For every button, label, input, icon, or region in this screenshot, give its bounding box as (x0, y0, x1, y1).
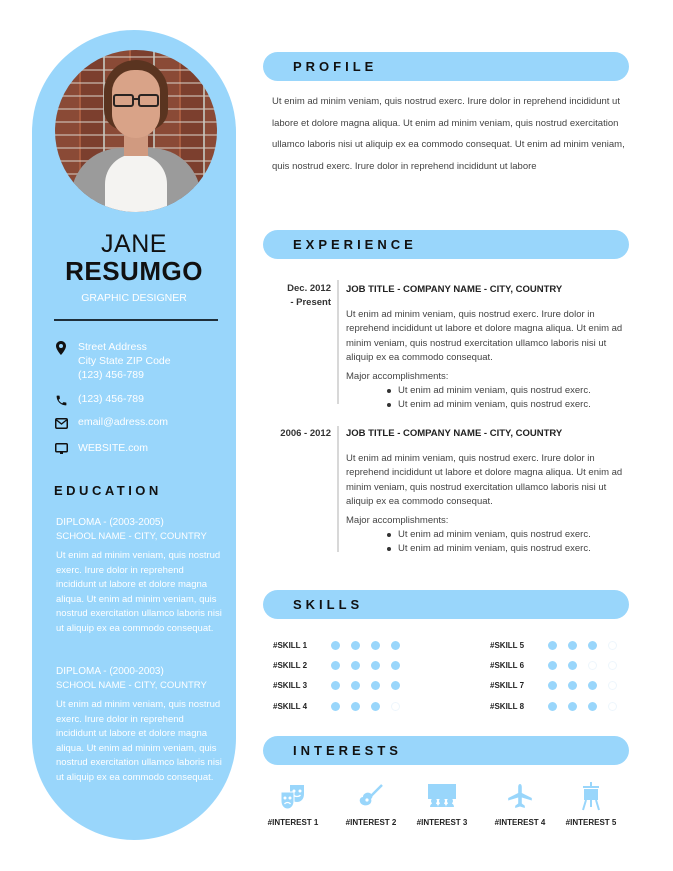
experience-section-header (263, 230, 629, 259)
phone-text: (123) 456-789 (78, 393, 144, 405)
rating-dot-filled (568, 641, 577, 650)
interest-item (336, 780, 406, 827)
contact-phone (54, 392, 144, 407)
school: SCHOOL NAME - CITY, COUNTRY (56, 680, 207, 691)
skill-rating (548, 661, 628, 670)
profile-heading: PROFILE (293, 59, 378, 74)
experience-heading: EXPERIENCE (293, 237, 417, 252)
profile-photo (55, 50, 217, 212)
interest-label: #INTEREST 5 (565, 818, 617, 827)
rating-dot-empty (608, 681, 617, 690)
interest-label: #INTEREST 2 (345, 818, 397, 827)
accomplishment-item: Ut enim ad minim veniam, quis nostrud exerc. (387, 542, 626, 556)
interests-section-header (263, 736, 629, 765)
rating-dot-empty (608, 641, 617, 650)
rating-dot-filled (588, 702, 597, 711)
job-date (270, 282, 331, 310)
interest-item (485, 780, 555, 827)
job-date-start: Dec. 2012 (287, 283, 331, 294)
skill-rating (331, 702, 411, 711)
job-description: Ut enim ad minim veniam, quis nostrud exerc. Irure dolor in reprehend incididunt ut labore et dolore magna aliqua. Ut enim ad minim veniam, quis nostrud exercitation ullamco laboris nisi ut aliquip ex ea commodo consequat. (346, 309, 623, 363)
divider (54, 319, 218, 321)
rating-dot-empty (588, 661, 597, 670)
rating-dot-empty (608, 702, 617, 711)
accomplishments-label: Major accomplishments: (346, 515, 449, 527)
rating-dot-filled (588, 681, 597, 690)
interest-item (258, 780, 328, 827)
rating-dot-filled (351, 702, 360, 711)
skill-rating (548, 702, 628, 711)
interest-label: #INTEREST 4 (494, 818, 546, 827)
contact-address (54, 340, 171, 382)
interest-label: #INTEREST 1 (267, 818, 319, 827)
interest-label: #INTEREST 3 (416, 818, 468, 827)
guitar-icon (336, 780, 406, 812)
last-name: RESUMGO (65, 256, 203, 286)
rating-dot-filled (568, 661, 577, 670)
rating-dot-filled (391, 681, 400, 690)
rating-dot-filled (548, 641, 557, 650)
job-title: JOB TITLE - COMPANY NAME - CITY, COUNTRY (346, 284, 563, 295)
rating-dot-filled (391, 661, 400, 670)
skills-heading: SKILLS (293, 597, 364, 612)
job-description: Ut enim ad minim veniam, quis nostrud exerc. Irure dolor in reprehend incididunt ut labore et dolore magna aliqua. Ut enim ad minim veniam, quis nostrud exercitation ullamco laboris nisi ut aliquip ex ea commodo consequat. (346, 453, 623, 507)
job-entry (346, 283, 626, 412)
skill-rating (548, 681, 628, 690)
timeline-line (337, 426, 339, 552)
monitor-icon (54, 442, 68, 456)
job-date-end: - Present (290, 297, 331, 308)
address-phone: (123) 456-789 (78, 369, 144, 381)
interest-item (407, 780, 477, 827)
skill-label: #SKILL 6 (490, 660, 525, 670)
accomplishments-list (387, 528, 626, 556)
timeline-line (337, 280, 339, 404)
rating-dot-filled (548, 661, 557, 670)
rating-dot-empty (391, 702, 400, 711)
job-entry (346, 427, 626, 556)
rating-dot-filled (331, 681, 340, 690)
skill-row (490, 699, 628, 713)
easel-icon (556, 780, 626, 812)
address-line: Street Address (78, 341, 147, 353)
rating-dot-filled (371, 641, 380, 650)
school: SCHOOL NAME - CITY, COUNTRY (56, 531, 207, 542)
skill-row (490, 638, 628, 652)
rating-dot-filled (568, 681, 577, 690)
education-description: Ut enim ad minim veniam, quis nostrud exerc. Irure dolor in reprehend incididunt ut labore et dolore magna aliqua. Ut enim ad minim veniam, quis nostrud exercitation ullamco laboris nisi ut aliquip ex ea commodo consequat. (56, 699, 222, 783)
rating-dot-filled (391, 641, 400, 650)
skill-rating (331, 681, 411, 690)
rating-dot-filled (371, 681, 380, 690)
skill-label: #SKILL 1 (273, 640, 308, 650)
rating-dot-filled (331, 661, 340, 670)
email-icon (54, 416, 68, 430)
rating-dot-filled (351, 661, 360, 670)
skill-row (273, 678, 411, 692)
skill-label: #SKILL 4 (273, 701, 308, 711)
education-entry (56, 516, 226, 636)
skill-rating (331, 661, 411, 670)
map-pin-icon (54, 341, 68, 355)
website-link[interactable]: WEBSITE.com (78, 442, 149, 454)
rating-dot-filled (568, 702, 577, 711)
rating-dot-filled (371, 661, 380, 670)
job-title: JOB TITLE - COMPANY NAME - CITY, COUNTRY (346, 428, 563, 439)
skill-rating (548, 641, 628, 650)
education-heading: EDUCATION (54, 483, 162, 498)
accomplishment-item: Ut enim ad minim veniam, quis nostrud exerc. (387, 398, 626, 412)
skill-label: #SKILL 8 (490, 701, 525, 711)
skill-row (273, 638, 411, 652)
email-link[interactable]: email@adress.com (78, 416, 169, 428)
theater-masks-icon (258, 780, 328, 812)
skill-row (490, 678, 628, 692)
education-entry (56, 665, 226, 785)
education-description: Ut enim ad minim veniam, quis nostrud exerc. Irure dolor in reprehend incididunt ut labore et dolore magna aliqua. Ut enim ad minim veniam, quis nostrud exercitation ullamco laboris nisi ut aliquip ex ea commodo consequat. (56, 550, 222, 634)
rating-dot-empty (608, 661, 617, 670)
accomplishment-item: Ut enim ad minim veniam, quis nostrud exerc. (387, 528, 626, 542)
skill-row (273, 658, 411, 672)
job-date-range: 2006 - 2012 (280, 428, 331, 439)
job-role: GRAPHIC DESIGNER (81, 292, 187, 304)
skill-label: #SKILL 7 (490, 680, 525, 690)
rating-dot-filled (331, 641, 340, 650)
profile-text: Ut enim ad minim veniam, quis nostrud exerc. Irure dolor in reprehend incididunt ut labore et dolore magna aliqua. Ut enim ad minim veniam, quis nostrud exercitation ullamco laboris nisi ut aliquip ex ea commodo consequat. Ut enim ad minim veniam, quis nostrud exerc. Irure dolor in reprehend incididunt ut labore (272, 96, 625, 172)
address-line: City State ZIP Code (78, 355, 171, 367)
profile-section-header (263, 52, 629, 81)
first-name: JANE (101, 230, 167, 258)
contact-email[interactable] (54, 415, 168, 430)
rating-dot-filled (351, 681, 360, 690)
rating-dot-filled (588, 641, 597, 650)
skill-label: #SKILL 3 (273, 680, 308, 690)
airplane-icon (485, 780, 555, 812)
accomplishments-list (387, 384, 626, 412)
skill-label: #SKILL 2 (273, 660, 308, 670)
accomplishment-item: Ut enim ad minim veniam, quis nostrud exerc. (387, 384, 626, 398)
interest-item (556, 780, 626, 827)
accomplishments-label: Major accomplishments: (346, 371, 449, 383)
rating-dot-filled (371, 702, 380, 711)
phone-icon (54, 393, 68, 407)
skill-label: #SKILL 5 (490, 640, 525, 650)
skills-section-header (263, 590, 629, 619)
diploma: DIPLOMA - (2003-2005) (56, 517, 164, 528)
interests-heading: INTERESTS (293, 743, 402, 758)
diploma: DIPLOMA - (2000-2003) (56, 666, 164, 677)
job-date (270, 427, 331, 441)
skill-rating (331, 641, 411, 650)
rating-dot-filled (548, 681, 557, 690)
rating-dot-filled (351, 641, 360, 650)
rating-dot-filled (548, 702, 557, 711)
skill-row (490, 658, 628, 672)
skill-row (273, 699, 411, 713)
contact-website[interactable] (54, 441, 148, 456)
cinema-icon (407, 780, 477, 812)
rating-dot-filled (331, 702, 340, 711)
